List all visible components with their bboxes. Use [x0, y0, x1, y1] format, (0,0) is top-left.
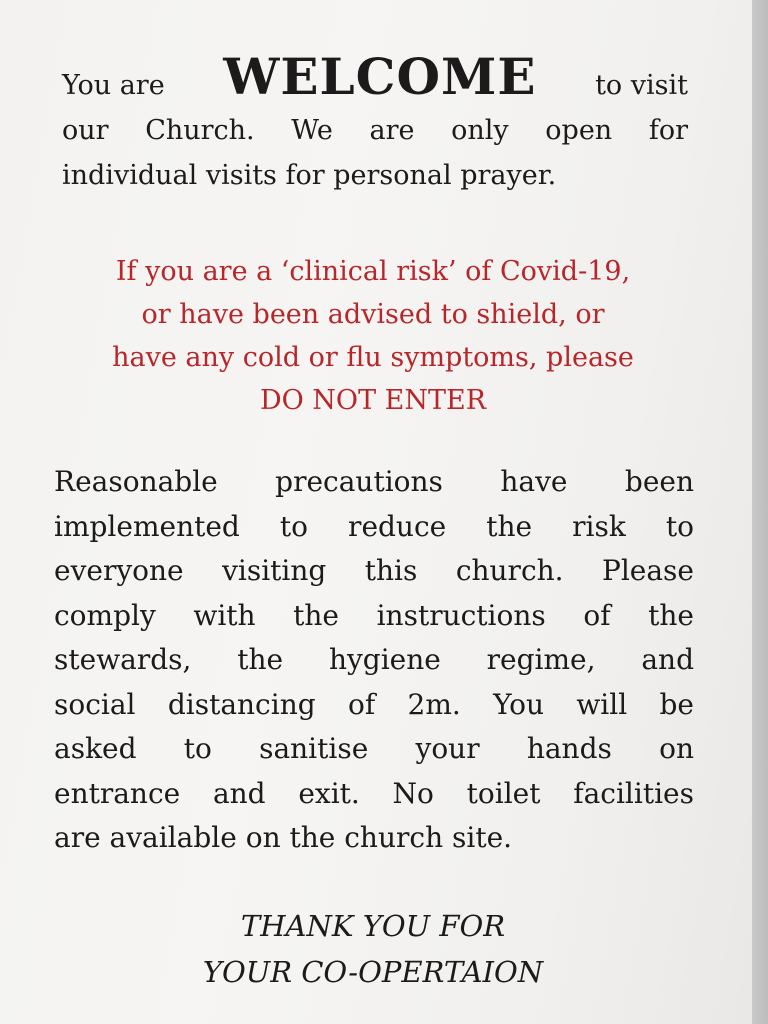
- warning-line: If you are a ‘clinical risk’ of Covid-19,: [115, 256, 631, 287]
- precautions-line: everyone visiting this church. Please: [54, 554, 694, 587]
- welcome-paragraph: [62, 47, 688, 198]
- precautions-line: are available on the church site.: [54, 821, 513, 854]
- thank-you-line-1: THANK YOU FOR: [240, 909, 506, 943]
- warning-line: have any cold or flu symptoms, please: [112, 342, 634, 373]
- welcome-text-lead: You are: [62, 70, 165, 101]
- welcome-heading: WELCOME: [223, 47, 537, 106]
- precautions-line: social distancing of 2m. You will be: [54, 687, 694, 721]
- welcome-line-2: our Church. We are only open for: [62, 115, 688, 146]
- warning-paragraph: [40, 250, 706, 422]
- paper-edge: [752, 0, 768, 1024]
- precautions-paragraph: [54, 460, 694, 861]
- precautions-line: comply with the instructions of the: [54, 598, 694, 632]
- precautions-line: asked to sanitise your hands on: [54, 732, 694, 765]
- precautions-line: implemented to reduce the risk to: [54, 509, 694, 543]
- welcome-line-1: [62, 47, 688, 108]
- warning-line: or have been advised to shield, or: [141, 299, 605, 330]
- precautions-line: Reasonable precautions have been: [54, 465, 694, 498]
- thank-you-closing: [100, 903, 646, 995]
- welcome-text-tail: to visit: [595, 70, 688, 101]
- precautions-line: entrance and exit. No toilet facilities: [54, 776, 694, 810]
- welcome-line-3: individual visits for personal prayer.: [62, 160, 557, 191]
- thank-you-line-2: YOUR CO-OPERTAION: [202, 955, 544, 989]
- do-not-enter-text: DO NOT ENTER: [259, 385, 487, 416]
- precautions-line: stewards, the hygiene regime, and: [54, 643, 694, 676]
